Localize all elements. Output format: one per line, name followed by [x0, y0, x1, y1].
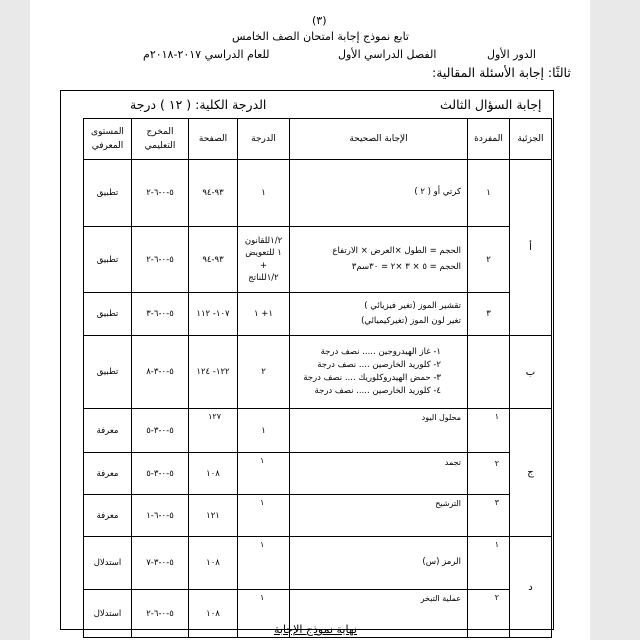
col-header-item: المفردة [468, 119, 510, 160]
item-number: ٣ [468, 495, 510, 537]
answer-table [83, 118, 552, 638]
exam-term: الفصل الدراسي الأول [338, 48, 437, 61]
grade-cell: ١ [238, 160, 290, 227]
answer-cell: تقشير الموز (تغير فيزيائي ) تغير لون الموز (تغيركيميائي) [290, 293, 468, 336]
outcome-cell: ٥-٠-٦-٢ [132, 160, 189, 227]
item-number: ٢ [468, 590, 510, 638]
answer-cell: محلول اليود [290, 409, 468, 453]
table-row [84, 336, 552, 409]
page-cell: ١٢١ [189, 495, 238, 537]
answer-cell: تجمد [290, 453, 468, 495]
col-header-level: المستوى المعرفي [84, 119, 132, 160]
level-cell: تطبيق [84, 227, 132, 293]
level-cell: استدلال [84, 590, 132, 638]
answer-cell: الحجم = الطول ×العرض × الارتفاع الحجم = ٥ × ٣ ×٢ = ٣٠سم٣ [290, 227, 468, 293]
col-header-grade: الدرجة [238, 119, 290, 160]
level-cell: معرفة [84, 409, 132, 453]
page-cell: ١٢٧ [189, 409, 238, 453]
item-number: ١ [468, 537, 510, 590]
table-row [84, 409, 552, 453]
outcome-cell: ٥-٠-٣-٥ [132, 409, 189, 453]
item-number: ٢ [468, 453, 510, 495]
level-cell: استدلال [84, 537, 132, 590]
outcome-cell: ٥-٠-٣-٥ [132, 453, 189, 495]
outcome-cell: ٥-٠-٦-١ [132, 495, 189, 537]
page-cell: ٩٣-٩٤ [189, 160, 238, 227]
col-header-answer: الإجابة الصحيحة [290, 119, 468, 160]
document-title: تابع نموذج إجابة امتحان الصف الخامس [232, 30, 409, 43]
grade-cell: ١ [238, 537, 290, 590]
level-cell: معرفة [84, 453, 132, 495]
page-cell: ١٠٨ [189, 537, 238, 590]
item-number [468, 336, 510, 409]
outcome-cell: ٥-٠-٣-٧ [132, 537, 189, 590]
grade-cell: ١ [238, 409, 290, 453]
grade-cell: ١ [238, 590, 290, 638]
answer-cell: عملية التبخر [290, 590, 468, 638]
grade-cell: ١+ ١ [238, 293, 290, 336]
question-total-grade: الدرجة الكلية: ( ١٢ ) درجة [130, 97, 267, 112]
page-cell: ١٢٢- ١٢٤ [189, 336, 238, 409]
outcome-cell: ٥-٠-٣-٨ [132, 336, 189, 409]
page-number: (٣) [312, 14, 327, 27]
table-row [84, 453, 552, 495]
grade-cell: ١/٢للقانون ١ للتعويض + ١/٢للناتج [238, 227, 290, 293]
item-number: ١ [468, 409, 510, 453]
grade-cell: ٢ [238, 336, 290, 409]
col-header-outcome: المخرج التعليمي [132, 119, 189, 160]
page-cell: ٩٣-٩٤ [189, 227, 238, 293]
item-number: ٣ [468, 293, 510, 336]
table-row [84, 537, 552, 590]
part-label: ج [510, 409, 552, 537]
page-cell: ١٠٧- ١١٢ [189, 293, 238, 336]
footer-note: نهاية نموذج الإجابة [274, 623, 357, 636]
page-cell: ١٠٨ [189, 453, 238, 495]
part-label: د [510, 537, 552, 638]
question-title: إجابة السؤال الثالث [440, 97, 542, 112]
answer-cell: ١- غاز الهيدروجين ..... نصف درجة ٢- كلوريد الخارصين .... نصف درجة ٣- حمض الهيدروكلوريك .... نصف درجة ٤- كلوريد الخارصين ..... نصف درجة [290, 336, 468, 409]
item-number: ١ [468, 160, 510, 227]
exam-year: للعام الدراسي ٢٠١٧-٢٠١٨م [143, 48, 270, 61]
section-title: ثالثًا: إجابة الأسئلة المقالية: [432, 65, 571, 80]
outcome-cell: ٥-٠-٦-٢ [132, 227, 189, 293]
table-row [84, 160, 552, 227]
table-row [84, 495, 552, 537]
level-cell: معرفة [84, 495, 132, 537]
exam-session: الدور الأول [487, 48, 536, 61]
answer-cell: الرمز (س) [290, 537, 468, 590]
table-row [84, 293, 552, 336]
grade-cell: ١ [238, 453, 290, 495]
table-row [84, 227, 552, 293]
col-header-part: الجزئية [510, 119, 552, 160]
col-header-page: الصفحة [189, 119, 238, 160]
grade-cell: ١ [238, 495, 290, 537]
page-cell: ١٠٨ [189, 590, 238, 638]
outcome-cell: ٥-٠-٦-٣ [132, 293, 189, 336]
outcome-cell: ٥-٠-٦-٢ [132, 590, 189, 638]
item-number: ٢ [468, 227, 510, 293]
part-label: أ [510, 160, 552, 336]
answer-cell: الترشيح [290, 495, 468, 537]
level-cell: تطبيق [84, 160, 132, 227]
part-label: ب [510, 336, 552, 409]
level-cell: تطبيق [84, 336, 132, 409]
level-cell: تطبيق [84, 293, 132, 336]
answer-cell: كرتي أو ( ٢ ) [290, 160, 468, 227]
